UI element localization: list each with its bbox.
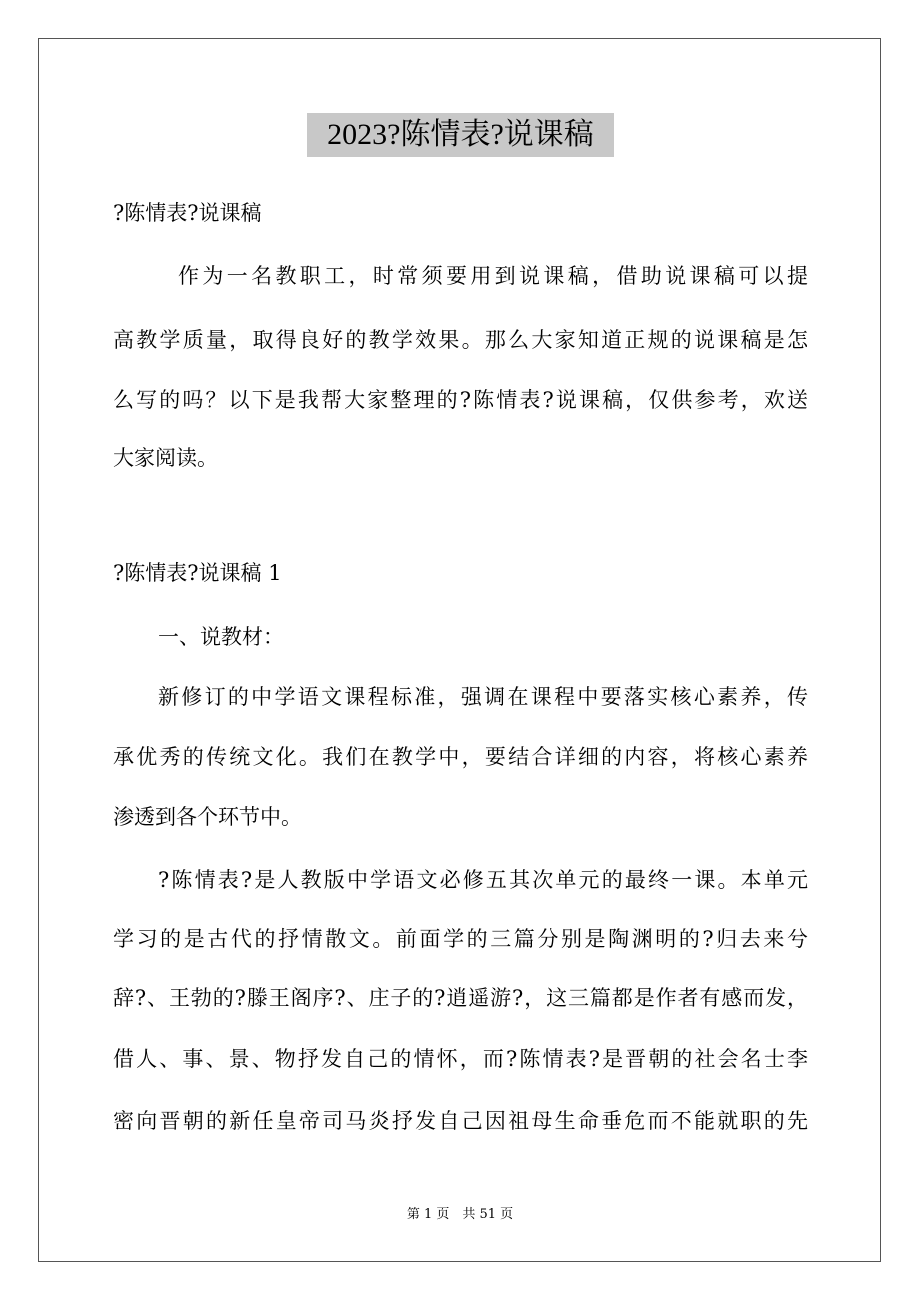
intro-line: 大家阅读。 <box>113 446 218 470</box>
paragraph-line: 渗透到各个环节中。 <box>113 805 302 829</box>
section-title: ?陈情表?说课稿 1 <box>113 561 282 585</box>
paragraph-line: 承优秀的传统文化。我们在教学中，要结合详细的内容，将核心素养 <box>113 745 808 769</box>
intro-line: 么写的吗？以下是我帮大家整理的?陈情表?说课稿，仅供参考，欢送 <box>113 388 808 412</box>
page-number-footer: 第 1 页 共 51 页 <box>406 1207 514 1222</box>
paragraph-line: 借人、事、景、物抒发自己的情怀，而?陈情表?是晋朝的社会名士李 <box>113 1047 808 1071</box>
intro-line: 作为一名教职工，时常须要用到说课稿，借助说课稿可以提 <box>178 264 808 288</box>
paragraph-line: 密向晋朝的新任皇帝司马炎抒发自己因祖母生命垂危而不能就职的先 <box>113 1109 808 1133</box>
document-title: 2023?陈情表?说课稿 <box>307 113 614 157</box>
paragraph-line: 学习的是古代的抒情散文。前面学的三篇分别是陶渊明的?归去来兮 <box>113 927 808 951</box>
subtitle: ?陈情表?说课稿 <box>113 201 262 225</box>
paragraph-line: 新修订的中学语文课程标准，强调在课程中要落实核心素养，传 <box>158 685 808 709</box>
paragraph-line: ?陈情表?是人教版中学语文必修五其次单元的最终一课。本单元 <box>158 868 808 892</box>
subsection-heading: 一、说教材： <box>158 625 284 649</box>
intro-line: 高教学质量，取得良好的教学效果。那么大家知道正规的说课稿是怎 <box>113 328 808 352</box>
paragraph-line: 辞?、王勃的?滕王阁序?、庄子的?逍遥游?，这三篇都是作者有感而发， <box>113 986 808 1010</box>
